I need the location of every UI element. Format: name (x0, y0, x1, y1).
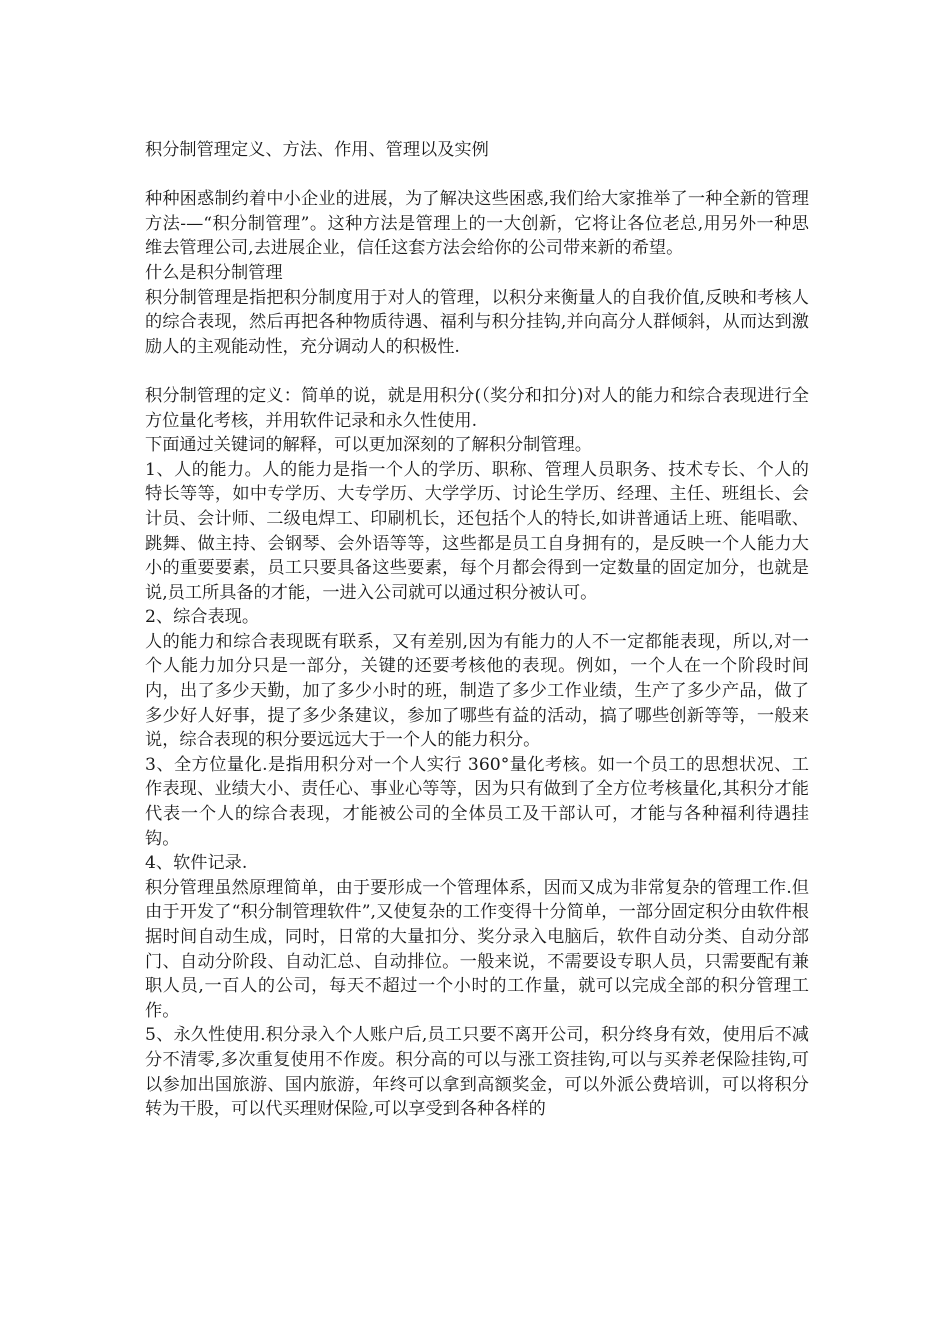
keyword-quantification-paragraph: 3、全方位量化.是指用积分对一个人实行 360°量化考核。如一个员工的思想状况、工作表现、业绩大小、责任心、事业心等等，因为只有做到了全方位考核量化,其积分才能代表一个人的综合表现，才能被公司的全体员工及干部认可，才能与各种福利待遇挂钩。 (145, 754, 809, 849)
keywords-intro-paragraph: 下面通过关键词的解释，可以更加深刻的了解积分制管理。 (145, 435, 592, 456)
keyword-software-paragraph: 积分管理虽然原理简单，由于要形成一个管理体系，因而又成为非常复杂的管理工作.但由于开发了“积分制管理软件”,又使复杂的工作变得十分简单，一部分固定积分由软件根据时间自动生成，同时，日常的大量扣分、奖分录入电脑后，软件自动分类、自动分部门、自动分阶段、自动汇总、自动排位。一般来说，不需要设专职人员，只需要配有兼职人员,一百人的公司，每天不超过一个小时的工作量，就可以完成全部的积分管理工作。 (145, 877, 809, 1021)
keyword-ability-paragraph: 1、人的能力。人的能力是指一个人的学历、职称、管理人员职务、技术专长、个人的特长等等，如中专学历、大专学历、大学学历、讨论生学历、经理、主任、班组长、会计员、会计师、二级电焊工、印刷机长，还包括个人的特长,如讲普通话上班、能唱歌、跳舞、做主持、会钢琴、会外语等等，这些都是员工自身拥有的，是反映一个人能力大小的重要要素，员工只要具备这些要素，每个月都会得到一定数量的固定加分，也就是说,员工所具备的才能，一进入公司就可以通过积分被认可。 (145, 459, 809, 603)
keyword-software-heading: 4、软件记录. (145, 853, 248, 874)
definition-paragraph: 积分制管理是指把积分制度用于对人的管理，以积分来衡量人的自我价值,反映和考核人的综合表现，然后再把各种物质待遇、福利与积分挂钩,并向高分人群倾斜，从而达到激励人的主观能动性，充分调动人的积极性. (145, 287, 809, 357)
document-page (145, 138, 809, 1122)
keyword-permanent-paragraph: 5、永久性使用.积分录入个人账户后,员工只要不离开公司，积分终身有效，使用后不减分不清零,多次重复使用不作废。积分高的可以与涨工资挂钩,可以与买养老保险挂钩,可以参加出国旅游、国内旅游，年终可以拿到高额奖金，可以外派公费培训，可以将积分转为干股，可以代买理财保险,可以享受到各种各样的 (145, 1025, 809, 1120)
section-heading-what-is: 什么是积分制管理 (145, 262, 283, 283)
document-title: 积分制管理定义、方法、作用、管理以及实例 (145, 140, 489, 160)
blank-line (145, 359, 809, 384)
keyword-performance-heading: 2、综合表现。 (145, 607, 260, 628)
keyword-performance-paragraph: 人的能力和综合表现既有联系，又有差别,因为有能力的人不一定都能表现，所以,对一个人能力加分只是一部分，关键的还要考核他的表现。例如，一个人在一个阶段时间内，出了多少天勤，加了多少小时的班，制造了多少工作业绩，生产了多少产品，做了多少好人好事，提了多少条建议，参加了哪些有益的活动，搞了哪些创新等等，一般来说，综合表现的积分要远远大于一个人的能力积分。 (145, 631, 809, 751)
intro-paragraph: 种种困惑制约着中小企业的进展，为了解决这些困惑,我们给大家推举了一种全新的管理方法-—“积分制管理”。这种方法是管理上的一大创新，它将让各位老总,用另外一种思维去管理公司,去进展企业，信任这套方法会给你的公司带来新的希望。 (145, 189, 809, 259)
simple-definition-paragraph: 积分制管理的定义：简单的说，就是用积分(（奖分和扣分)对人的能力和综合表现进行全方位量化考核，并用软件记录和永久性使用. (145, 385, 809, 431)
